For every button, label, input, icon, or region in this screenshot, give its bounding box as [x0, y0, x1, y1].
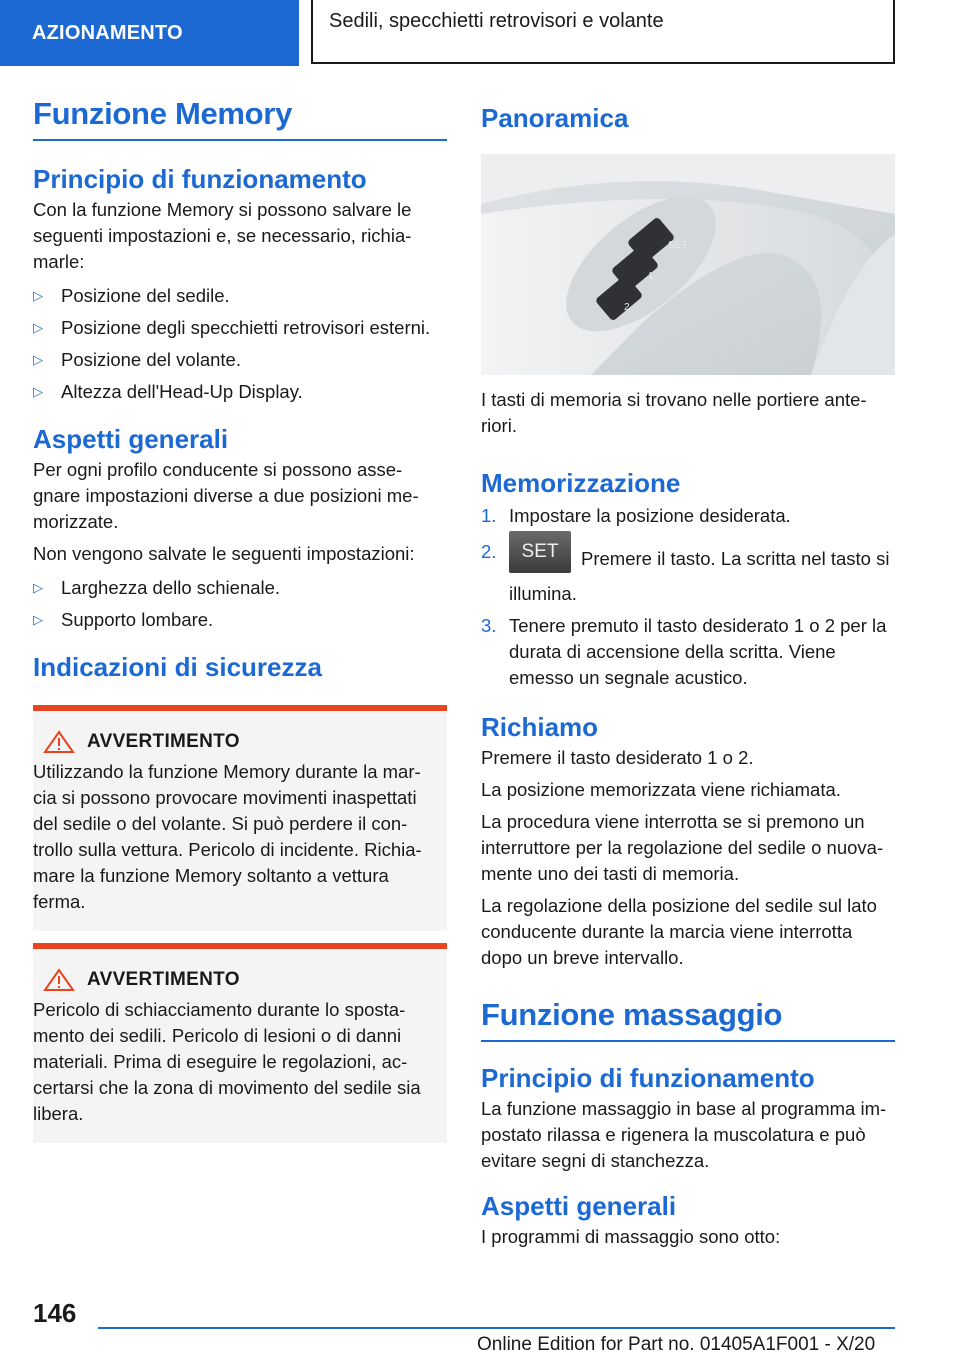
recall-text: La regolazione della posizione del sedile sul lato conducente durante la marcia viene interrotta dopo un breve intervallo. — [481, 895, 877, 968]
list-item: ▷ Posizione degli specchietti retrovisori esterni. — [33, 315, 447, 341]
warning-text: Pericolo di schiacciamento durante lo sposta-mento dei sedili. Pericolo di lesioni o di danni materiali. Prima di eseguire le regolazioni, ac-certarsi che la zona di movimento del sedile sia libera. — [33, 999, 421, 1124]
massage-principle-heading: Principio di funzionamento — [481, 1063, 815, 1093]
list-item: ▷ Posizione del sedile. — [33, 283, 447, 309]
massage-heading: Funzione massaggio — [481, 997, 895, 1042]
list-item: ▷ Posizione del volante. — [33, 347, 447, 373]
recall-text: La procedura viene interrotta se si premono un interruttore per la regolazione del sedile o nuova-mente uno dei tasti di memoria. — [481, 811, 884, 884]
principle-text: Con la funzione Memory si possono salvare le seguenti impostazioni e, se necessario, richia-marle: — [33, 199, 412, 272]
warning-title: AVVERTIMENTO — [87, 969, 240, 990]
massage-general-text: I programmi di massaggio sono otto: — [481, 1226, 781, 1247]
general-text-2: Non vengono salvate le seguenti impostazioni: — [33, 543, 415, 564]
triangle-bullet-icon: ▷ — [33, 288, 43, 303]
set-key-icon: SET — [509, 531, 571, 573]
list-item: 3. Tenere premuto il tasto desiderato 1 o 2 per la durata di accensione della scritta. Viene emesso un segnale acustico. — [481, 615, 887, 688]
triangle-bullet-icon: ▷ — [33, 352, 43, 367]
memory-buttons-photo — [481, 154, 895, 375]
massage-general-heading: Aspetti generali — [481, 1191, 677, 1221]
photo-set-label: SET — [668, 240, 688, 251]
recall-text: La posizione memorizzata viene richiamata. — [481, 779, 841, 800]
photo-2-label: 2 — [624, 302, 630, 313]
triangle-bullet-icon: ▷ — [33, 612, 43, 627]
warning-text: Utilizzando la funzione Memory durante la mar-cia si possono provocare movimenti inaspettati del sedile o del volante. Si può perdere il con-trollo sulla vettura. Pericolo di incidente. Richia-mare la funzione Memory soltanto a vettura ferma. — [33, 761, 422, 912]
footer-divider — [98, 1327, 895, 1329]
principle-heading: Principio di funzionamento — [33, 164, 367, 194]
chapter-title: Sedili, specchietti retrovisori e volante — [311, 0, 895, 64]
general-text: Per ogni profilo conducente si possono asse-gnare impostazioni diverse a due posizioni me-morizzate. — [33, 459, 419, 532]
general-heading: Aspetti generali — [33, 424, 229, 454]
general-list — [33, 575, 447, 633]
right-column — [481, 96, 895, 1250]
section-tab: AZIONAMENTO — [0, 0, 299, 66]
recall-text: Premere il tasto desiderato 1 o 2. — [481, 747, 754, 768]
warning-box — [33, 943, 447, 1143]
page-header — [0, 0, 960, 66]
warning-box — [33, 705, 447, 931]
triangle-bullet-icon: ▷ — [33, 320, 43, 335]
list-item: ▷ Larghezza dello schienale. — [33, 575, 447, 601]
principle-list — [33, 283, 447, 405]
safety-heading: Indicazioni di sicurezza — [33, 652, 322, 682]
list-item: ▷ Supporto lombare. — [33, 607, 447, 633]
list-item: 1. Impostare la posizione desiderata. — [481, 505, 791, 526]
list-item: ▷ Altezza dell'Head-Up Display. — [33, 379, 447, 405]
triangle-bullet-icon: ▷ — [33, 580, 43, 595]
photo-1-label: 1 — [648, 271, 654, 282]
memory-heading: Funzione Memory — [33, 96, 447, 141]
warning-triangle-icon — [43, 968, 75, 992]
store-steps — [481, 503, 895, 691]
triangle-bullet-icon: ▷ — [33, 384, 43, 399]
list-item: 2. SET Premere il tasto. La scritta nel tasto si illumina. — [481, 539, 895, 607]
footer-edition: Online Edition for Part no. 01405A1F001 - X/20 — [477, 1334, 876, 1355]
warning-triangle-icon — [43, 730, 75, 754]
store-heading: Memorizzazione — [481, 468, 681, 498]
warning-title: AVVERTIMENTO — [87, 731, 240, 752]
overview-heading: Panoramica — [481, 103, 629, 133]
recall-heading: Richiamo — [481, 712, 599, 742]
left-column — [33, 96, 447, 1143]
overview-text: I tasti di memoria si trovano nelle portiere ante-riori. — [481, 389, 867, 436]
massage-principle-text: La funzione massaggio in base al programma im-postato rilassa e rigenera la muscolatura e può evitare segni di stanchezza. — [481, 1098, 887, 1171]
page-number: 146 — [33, 1298, 77, 1328]
